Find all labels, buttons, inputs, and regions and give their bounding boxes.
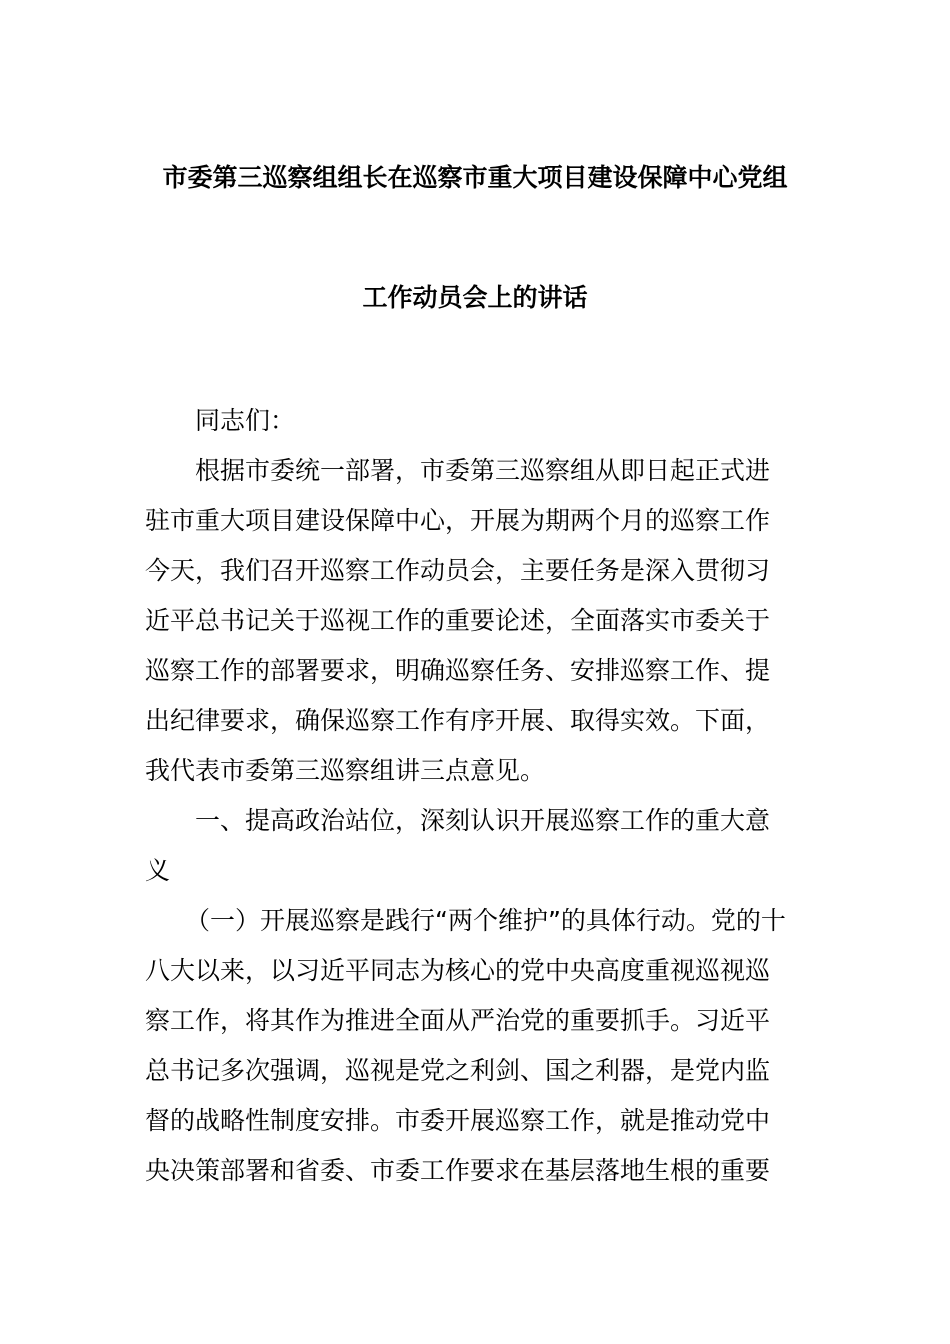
body-line: 今天，我们召开巡察工作动员会，主要任务是深入贯彻习 [145, 556, 771, 585]
body-line: 驻市重大项目建设保障中心，开展为期两个月的巡察工作 [145, 506, 771, 535]
body-line: 出纪律要求，确保巡察工作有序开展、取得实效。下面， [145, 706, 771, 735]
salutation: 同志们： [195, 406, 296, 435]
body-line: 督的战略性制度安排。市委开展巡察工作，就是推动党中 [145, 1106, 771, 1135]
body-line: 央决策部署和省委、市委工作要求在基层落地生根的重要 [145, 1156, 771, 1185]
body-line: 我代表市委第三巡察组讲三点意见。 [145, 756, 546, 785]
body-line: 察工作，将其作为推进全面从严治党的重要抓手。习近平 [145, 1006, 771, 1035]
section-heading-1-cont: 义 [145, 856, 171, 885]
body-line: 巡察工作的部署要求，明确巡察任务、安排巡察工作、提 [145, 656, 771, 685]
body-line: 八大以来，以习近平同志为核心的党中央高度重视巡视巡 [145, 956, 771, 985]
section-heading-1: 一、提高政治站位，深刻认识开展巡察工作的重大意 [195, 806, 771, 835]
document-title-line-1: 市委第三巡察组组长在巡察市重大项目建设保障中心党组 [162, 163, 788, 192]
subsection-heading-1: （一）开展巡察是践行“两个维护”的具体行动。党的十 [185, 906, 786, 935]
document-title-line-2: 工作动员会上的讲话 [362, 283, 588, 312]
body-line: 根据市委统一部署，市委第三巡察组从即日起正式进 [195, 456, 771, 485]
body-line: 总书记多次强调，巡视是党之利剑、国之利器，是党内监 [145, 1056, 771, 1085]
body-line: 近平总书记关于巡视工作的重要论述，全面落实市委关于 [145, 606, 771, 635]
